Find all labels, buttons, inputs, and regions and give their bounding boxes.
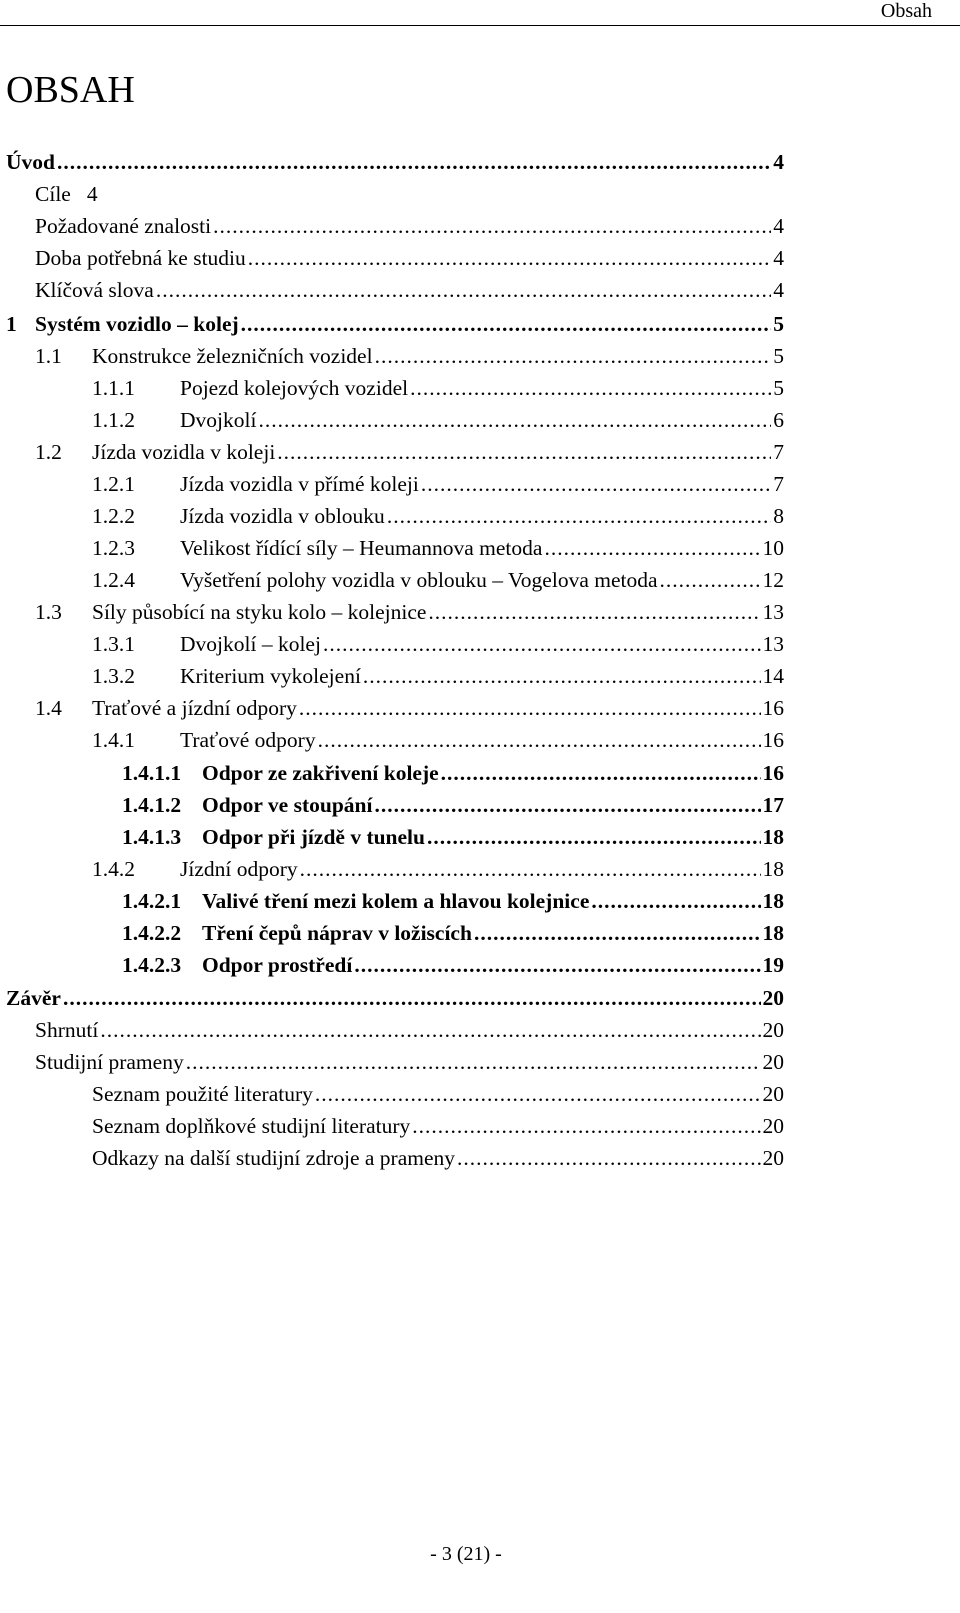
toc-entry-number: 1.2.3 — [92, 536, 135, 560]
toc-page-number: 10 — [762, 536, 784, 560]
toc-entry-number: 1.2.2 — [92, 504, 135, 528]
toc-page-number: 8 — [773, 504, 784, 528]
toc-page-number: 6 — [773, 408, 784, 432]
toc-entry-title: Klíčová slova — [35, 278, 154, 302]
header-rule — [0, 25, 960, 26]
toc-page-number: 20 — [762, 1114, 784, 1138]
toc-entry[interactable] — [0, 242, 960, 274]
toc-entry[interactable] — [0, 532, 960, 564]
toc-page-number: 18 — [762, 921, 784, 945]
toc-page-number: 18 — [762, 857, 784, 881]
toc-leader-dots — [421, 468, 771, 500]
toc-leader-dots — [300, 853, 761, 885]
toc-entry-number: 1.4.1.2 — [122, 793, 182, 817]
toc-leader-dots — [241, 308, 772, 340]
toc-entry[interactable] — [0, 274, 960, 306]
toc-entry[interactable] — [0, 146, 960, 178]
toc-entry-title: Odkazy na další studijní zdroje a prameny — [92, 1146, 456, 1170]
toc-entry-title: Úvod — [6, 150, 55, 174]
toc-entry-title: Jízda vozidla v koleji — [92, 440, 276, 464]
toc-entry[interactable] — [0, 660, 960, 692]
toc-page-number: 4 — [773, 150, 784, 174]
toc-page-number: 12 — [762, 568, 784, 592]
toc-entry[interactable] — [0, 757, 960, 789]
page-title: OBSAH — [6, 69, 135, 111]
toc-leader-dots — [323, 628, 761, 660]
toc-entry[interactable] — [0, 210, 960, 242]
toc-entry[interactable] — [0, 628, 960, 660]
toc-entry-title: Jízda vozidla v oblouku — [180, 504, 385, 528]
toc-entry-number: 1.4.2.2 — [122, 921, 182, 945]
toc-entry[interactable] — [0, 885, 960, 917]
toc-leader-dots — [354, 949, 760, 981]
toc-entry-title: Požadované znalosti — [35, 214, 212, 238]
toc-leader-dots — [299, 692, 761, 724]
toc-page-number: 13 — [762, 600, 784, 624]
toc-entry-title: Seznam použité literatury — [92, 1082, 313, 1106]
toc-leader-dots — [248, 242, 771, 274]
toc-page-number: 13 — [762, 632, 784, 656]
toc-entry[interactable] — [0, 500, 960, 532]
toc-page-number: 20 — [762, 1082, 784, 1106]
toc-leader-dots — [412, 1110, 760, 1142]
toc-leader-dots — [363, 660, 761, 692]
toc-entry-number: 1.4.2.1 — [122, 889, 182, 913]
toc-leader-dots — [375, 340, 772, 372]
toc-entry-title: Jízdní odpory — [180, 857, 298, 881]
toc-page-number: 20 — [762, 986, 784, 1010]
toc-entry[interactable] — [0, 564, 960, 596]
toc-page-number: 4 — [773, 214, 784, 238]
toc-entry-number: 1.3 — [35, 600, 62, 624]
toc-entry-number: 1.4.2 — [92, 857, 135, 881]
toc-leader-dots — [374, 789, 760, 821]
toc-leader-dots — [427, 821, 761, 853]
toc-entry[interactable] — [0, 1046, 960, 1078]
toc-entry-title: Dvojkolí — [180, 408, 257, 432]
toc-leader-dots — [387, 500, 771, 532]
toc-leader-dots — [428, 596, 760, 628]
toc-entry-title: Velikost řídící síly – Heumannova metoda — [180, 536, 543, 560]
toc-page-number: 18 — [762, 825, 784, 849]
toc-entry-title: Shrnutí — [35, 1018, 99, 1042]
toc-entry-number: 1.3.1 — [92, 632, 135, 656]
toc-leader-dots — [63, 982, 761, 1014]
toc-page-number: 19 — [762, 953, 784, 977]
toc-page-number: 17 — [762, 793, 784, 817]
toc-leader-dots — [258, 404, 771, 436]
toc-entry-title: Traťové odpory — [180, 728, 316, 752]
toc-leader-dots — [100, 1014, 760, 1046]
toc-entry[interactable] — [0, 917, 960, 949]
toc-page-number: 16 — [762, 761, 784, 785]
toc-entry[interactable] — [0, 949, 960, 981]
toc-entry-number: 1.4.2.3 — [122, 953, 182, 977]
toc-entry-title: Závěr — [6, 986, 61, 1010]
toc-entry[interactable] — [0, 1014, 960, 1046]
toc-entry-title: Odpor prostředí — [202, 953, 353, 977]
toc-page-number: 4 — [773, 278, 784, 302]
toc-leader-dots — [544, 532, 760, 564]
toc-page-number: 5 — [773, 312, 784, 336]
toc-entry-title: Konstrukce železničních vozidel — [92, 344, 373, 368]
toc-leader-dots — [186, 1046, 761, 1078]
toc-page-number: 16 — [762, 728, 784, 752]
toc-entry[interactable] — [0, 821, 960, 853]
toc-page-number: 7 — [773, 440, 784, 464]
toc-entry-number: 1.1.2 — [92, 408, 135, 432]
toc-entry-title: Odpor při jízdě v tunelu — [202, 825, 425, 849]
toc-entry-number: 1.4 — [35, 696, 62, 720]
toc-leader-dots — [591, 885, 760, 917]
toc-entry-title: Vyšetření polohy vozidla v oblouku – Vogelova metoda — [180, 568, 658, 592]
toc-entry[interactable] — [0, 692, 960, 724]
toc-leader-dots — [318, 724, 761, 756]
toc-entry[interactable] — [0, 468, 960, 500]
toc-entry-number: 1.4.1.3 — [122, 825, 182, 849]
toc-entry[interactable] — [0, 982, 960, 1014]
toc-entry-number: 1.2.4 — [92, 568, 135, 592]
toc-entry-number: 1.3.2 — [92, 664, 135, 688]
toc-entry-number: 1 — [6, 312, 17, 336]
page-footer: - 3 (21) - — [430, 1543, 502, 1565]
toc-entry[interactable] — [0, 372, 960, 404]
toc-entry[interactable] — [0, 853, 960, 885]
toc-entry[interactable] — [0, 596, 960, 628]
toc-entry-title: Pojezd kolejových vozidel — [180, 376, 409, 400]
toc-entry-number: 1.1.1 — [92, 376, 135, 400]
toc-page-number: 20 — [762, 1050, 784, 1074]
toc-entry[interactable] — [0, 1110, 960, 1142]
toc-leader-dots — [315, 1078, 761, 1110]
toc-page-number: 4 — [773, 246, 784, 270]
toc-page-number: 5 — [773, 376, 784, 400]
toc-entry[interactable] — [0, 1078, 960, 1110]
toc-entry-title: Dvojkolí – kolej — [180, 632, 321, 656]
toc-entry[interactable] — [0, 436, 960, 468]
toc-page-number: 5 — [773, 344, 784, 368]
toc-page-number: 4 — [86, 182, 98, 206]
toc-entry-number: 1.4.1.1 — [122, 761, 182, 785]
toc-page-number: 14 — [762, 664, 784, 688]
toc-leader-dots — [441, 757, 761, 789]
toc-page-number: 16 — [762, 696, 784, 720]
toc-entry[interactable] — [0, 1142, 960, 1174]
toc-leader-dots — [57, 146, 771, 178]
toc-entry-title: Jízda vozidla v přímé koleji — [180, 472, 419, 496]
toc-entry-title: Studijní prameny — [35, 1050, 184, 1074]
toc-leader-dots — [213, 210, 771, 242]
toc-page-number: 7 — [773, 472, 784, 496]
toc-leader-dots — [457, 1142, 760, 1174]
toc-entry-title: Síly působící na styku kolo – kolejnice — [92, 600, 427, 624]
toc-page-number: 20 — [762, 1018, 784, 1042]
toc-entry-title: Traťové a jízdní odpory — [92, 696, 297, 720]
toc-entry-title: Odpor ze zakřivení koleje — [202, 761, 439, 785]
toc-page-number: 20 — [762, 1146, 784, 1170]
toc-entry-number: 1.1 — [35, 344, 62, 368]
toc-entry-number: 1.2 — [35, 440, 62, 464]
toc-entry[interactable] — [0, 404, 960, 436]
toc-entry-title: Valivé tření mezi kolem a hlavou kolejnice — [202, 889, 590, 913]
toc-entry-title: Kriterium vykolejení — [180, 664, 361, 688]
toc-entry-title: Odpor ve stoupání — [202, 793, 373, 817]
toc-entry[interactable] — [0, 789, 960, 821]
toc-entry-title: Cíle — [35, 182, 71, 206]
toc-leader-dots — [410, 372, 771, 404]
toc-page-number: 18 — [762, 889, 784, 913]
toc-entry-title: Tření čepů náprav v ložiscích — [202, 921, 472, 945]
running-head: Obsah — [880, 0, 932, 22]
toc-entry-title: Systém vozidlo – kolej — [35, 312, 239, 336]
toc-entry[interactable] — [0, 340, 960, 372]
toc-leader-dots — [277, 436, 771, 468]
toc-leader-dots — [156, 274, 771, 306]
toc-leader-dots — [660, 564, 761, 596]
toc-leader-dots — [474, 917, 761, 949]
toc-entry-title: Doba potřebná ke studiu — [35, 246, 246, 270]
toc-entry-number: 1.2.1 — [92, 472, 135, 496]
toc-entry[interactable] — [0, 308, 960, 340]
toc-entry-number: 1.4.1 — [92, 728, 135, 752]
toc-entry[interactable] — [0, 178, 960, 210]
toc-entry-title: Seznam doplňkové studijní literatury — [92, 1114, 411, 1138]
toc-entry[interactable] — [0, 724, 960, 756]
